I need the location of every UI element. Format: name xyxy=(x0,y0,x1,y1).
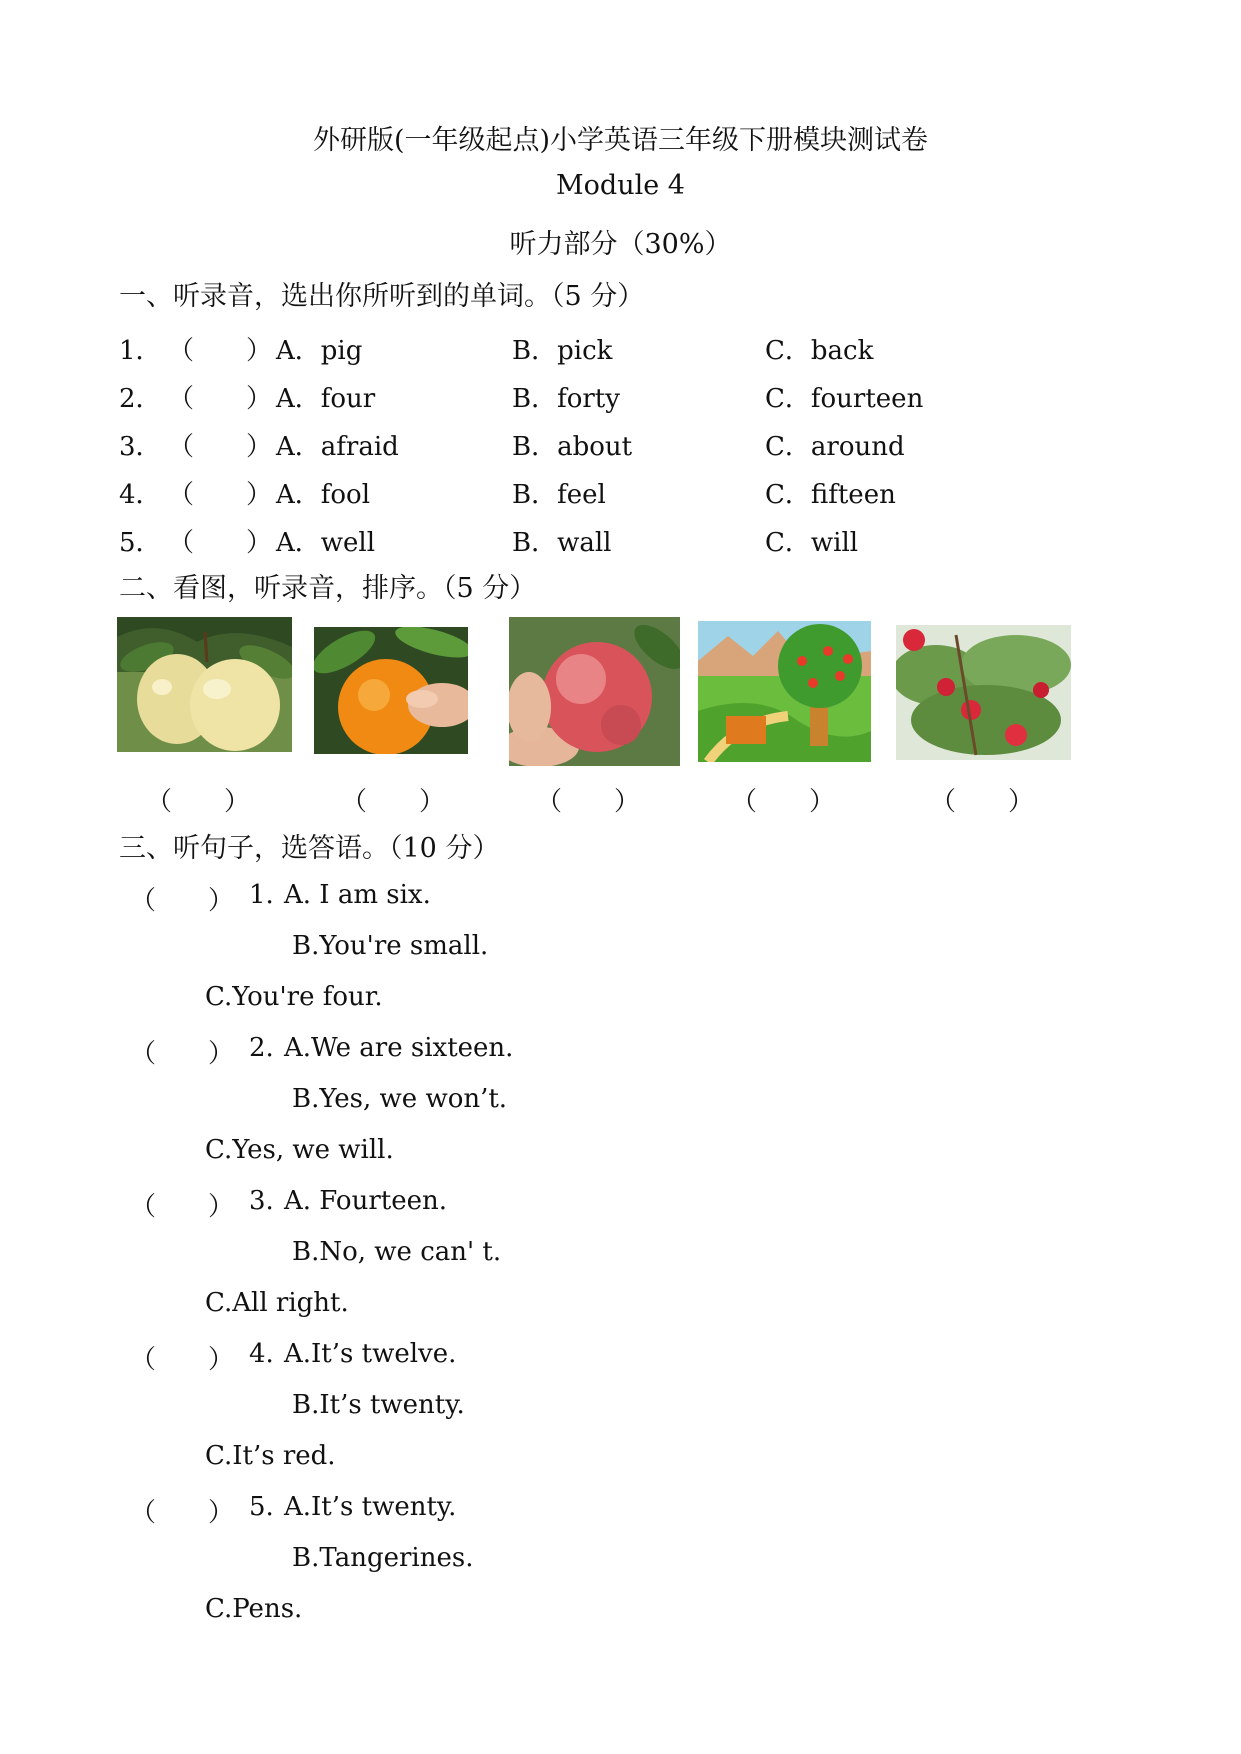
orchard-cartoon-icon xyxy=(698,621,871,762)
option-c: C．back xyxy=(765,336,874,366)
option-a: A.It’s twelve. xyxy=(284,1339,457,1369)
answer-blank[interactable]: （ ） xyxy=(130,1192,235,1222)
option-a: A．well xyxy=(276,528,376,558)
option-b: B.Tangerines. xyxy=(292,1543,474,1573)
option-a: A.We are sixteen. xyxy=(284,1033,514,1063)
option-c: C．fourteen xyxy=(765,384,924,414)
pears-photo-icon xyxy=(117,617,292,752)
module-label: Module 4 xyxy=(556,170,685,201)
part-label: 听力部分（30%） xyxy=(509,229,732,260)
question-number: 4. xyxy=(249,1339,274,1369)
answer-blank[interactable]: （ ） xyxy=(130,1498,235,1528)
question-number: 5. xyxy=(249,1492,274,1522)
option-b: B．forty xyxy=(512,384,620,414)
option-c: C．fifteen xyxy=(765,480,896,510)
option-c: C.All right. xyxy=(205,1288,349,1318)
answer-blank[interactable]: （ ） xyxy=(130,1345,235,1375)
option-a: A. Fourteen. xyxy=(284,1186,447,1216)
option-b: B．about xyxy=(512,432,633,462)
option-b: B.It’s twenty. xyxy=(292,1390,465,1420)
option-c: C.Pens. xyxy=(205,1594,303,1624)
answer-blank[interactable]: （ ） xyxy=(168,336,273,366)
option-c: C．will xyxy=(765,528,859,558)
option-a: A. I am six. xyxy=(284,880,431,910)
question-number: 1. xyxy=(249,880,274,910)
answer-blank[interactable]: （ ） xyxy=(130,1039,235,1069)
option-a: A．pig xyxy=(276,336,363,366)
item-number: 1． xyxy=(119,336,162,366)
section2-heading: 二、看图，听录音，排序。（5 分） xyxy=(119,573,537,604)
option-b: B.You're small. xyxy=(292,931,489,961)
answer-blank[interactable]: （ ） xyxy=(168,384,273,414)
order-blank-1[interactable]: （ ） xyxy=(146,787,251,817)
option-c: C.Yes, we will. xyxy=(205,1135,394,1165)
question-number: 3. xyxy=(249,1186,274,1216)
order-blank-2[interactable]: （ ） xyxy=(341,787,446,817)
section3-heading: 三、听句子，选答语。（10 分） xyxy=(119,833,500,864)
option-a: A.It’s twenty. xyxy=(284,1492,457,1522)
apple-tree-photo-icon xyxy=(896,625,1071,760)
item-number: 2． xyxy=(119,384,162,414)
item-number: 4． xyxy=(119,480,162,510)
option-c: C.It’s red. xyxy=(205,1441,336,1471)
option-a: A．afraid xyxy=(276,432,399,462)
option-b: B．pick xyxy=(512,336,613,366)
answer-blank[interactable]: （ ） xyxy=(168,480,273,510)
option-a: A．fool xyxy=(276,480,371,510)
peach-photo-icon xyxy=(509,617,680,766)
tangerine-photo-icon xyxy=(314,627,468,754)
page-title: 外研版(一年级起点)小学英语三年级下册模块测试卷 xyxy=(312,125,929,156)
section1-heading: 一、听录音，选出你所听到的单词。（5 分） xyxy=(119,281,645,312)
answer-blank[interactable]: （ ） xyxy=(168,432,273,462)
option-b: B．wall xyxy=(512,528,612,558)
answer-blank[interactable]: （ ） xyxy=(168,528,273,558)
item-number: 5． xyxy=(119,528,162,558)
option-b: B.Yes, we won’t. xyxy=(292,1084,508,1114)
option-c: C.You're four. xyxy=(205,982,383,1012)
option-b: B.No, we can' t. xyxy=(292,1237,502,1267)
option-b: B．feel xyxy=(512,480,606,510)
question-number: 2. xyxy=(249,1033,274,1063)
order-blank-5[interactable]: （ ） xyxy=(930,787,1035,817)
order-blank-4[interactable]: （ ） xyxy=(731,787,836,817)
answer-blank[interactable]: （ ） xyxy=(130,886,235,916)
item-number: 3． xyxy=(119,432,162,462)
order-blank-3[interactable]: （ ） xyxy=(536,787,641,817)
option-a: A．four xyxy=(276,384,376,414)
option-c: C．around xyxy=(765,432,905,462)
